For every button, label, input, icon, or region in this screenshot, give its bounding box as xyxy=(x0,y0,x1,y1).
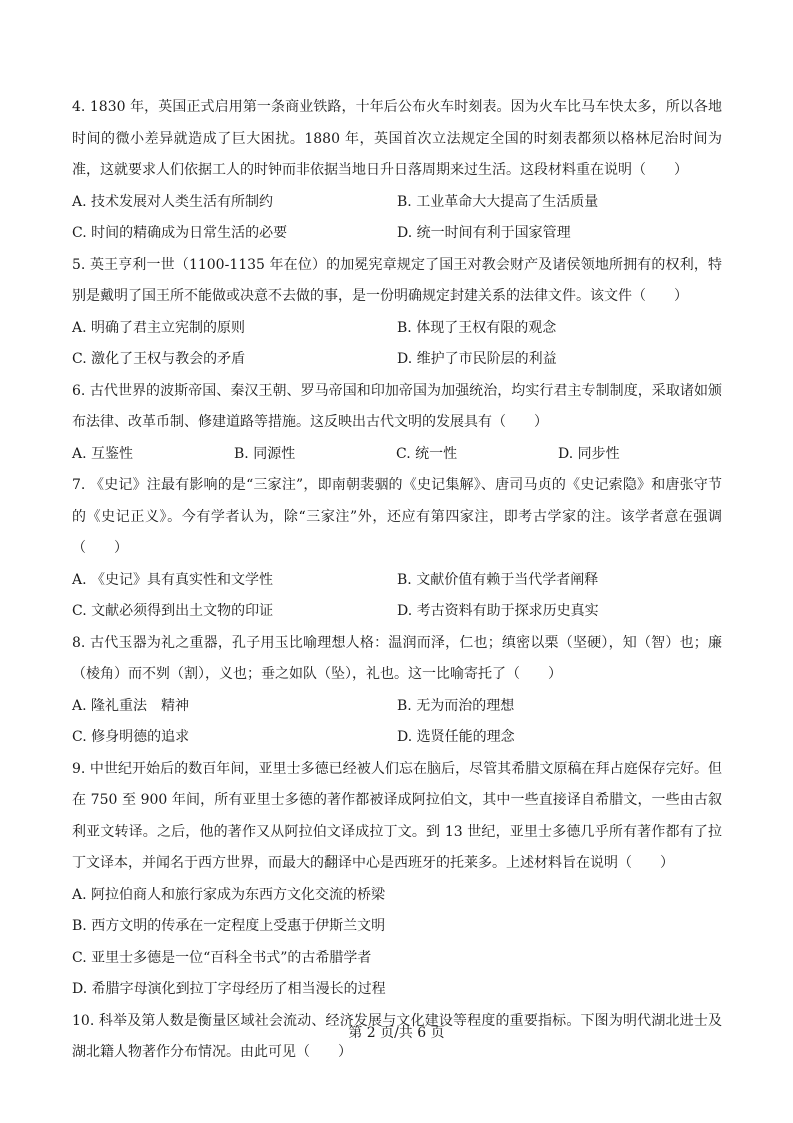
option-d[interactable]: D. 统一时间有利于国家管理 xyxy=(397,225,571,241)
option-c[interactable]: C. 亚里士多德是一位“百科全书式”的古希腊学者 xyxy=(72,949,372,966)
option-a[interactable]: A. 互鉴性 xyxy=(72,445,134,462)
option-c[interactable]: C. 文献必须得到出土文物的印证 xyxy=(72,603,274,619)
option-list xyxy=(72,313,722,376)
option-b[interactable]: B. 文献价值有赖于当代学者阐释 xyxy=(397,571,599,588)
question-stem: 7. 《史记》注最有影响的是“三家注”，即南朝裴骃的《史记集解》、唐司马贞的《史记索隐》和唐张守节的《史记正义》。今有学者认为，除“三家注”外，还应有第四家注，即考古学家的注。该学者意在强调（ ） xyxy=(72,477,722,556)
option-b[interactable]: B. 同源性 xyxy=(234,445,296,462)
question-9 xyxy=(72,754,722,1006)
question-5 xyxy=(72,250,722,376)
exam-page xyxy=(72,92,722,1069)
page-footer: 第 2 页/共 6 页 xyxy=(348,1025,445,1041)
option-d[interactable]: D. 选贤任能的理念 xyxy=(397,729,515,745)
option-c[interactable]: C. 时间的精确成为日常生活的必要 xyxy=(72,225,288,241)
option-d[interactable]: D. 希腊字母演化到拉丁字母经历了相当漫长的过程 xyxy=(72,981,386,997)
option-b[interactable]: B. 体现了王权有限的观念 xyxy=(397,319,557,336)
option-b[interactable]: B. 西方文明的传承在一定程度上受惠于伊斯兰文明 xyxy=(72,918,386,934)
option-b[interactable]: B. 工业革命大大提高了生活质量 xyxy=(397,193,599,210)
option-a[interactable]: A. 隆礼重法 精神 xyxy=(72,697,190,714)
option-d[interactable]: D. 考古资料有助于探求历史真实 xyxy=(397,603,599,619)
option-b[interactable]: B. 无为而治的理想 xyxy=(397,697,515,714)
question-6 xyxy=(72,376,722,471)
option-d[interactable]: D. 维护了市民阶层的利益 xyxy=(397,351,557,367)
option-list xyxy=(72,439,722,471)
question-stem: 10. 科举及第人数是衡量区域社会流动、经济发展与文化建设等程度的重要指标。下图为明代湖北进士及湖北籍人物著作分布情况。由此可见（ ） xyxy=(72,1012,722,1060)
question-stem: 5. 英王亨利一世（1100-1135 年在位）的加冕宪章规定了国王对教会财产及诸侯领地所拥有的权利，特别是戴明了国王所不能做或决意不去做的事，是一份明确规定封建关系的法律文件。该文件（ ） xyxy=(72,256,722,304)
option-a[interactable]: A. 《史记》具有真实性和文学性 xyxy=(72,571,274,588)
question-stem: 4. 1830 年，英国正式启用第一条商业铁路，十年后公布火车时刻表。因为火车比马车快太多，所以各地时间的微小差异就造成了巨大困扰。1880 年，英国首次立法规定全国的时刻表都须以格林尼治时间为准，这就要求人们依据工人的时钟而非依据当地日升日落周期来过生活。这段材料重在说明（ ） xyxy=(72,99,722,178)
option-d[interactable]: D. 同步性 xyxy=(558,445,620,462)
option-c[interactable]: C. 修身明德的追求 xyxy=(72,729,190,745)
question-8 xyxy=(72,628,722,754)
question-stem: 6. 古代世界的波斯帝国、秦汉王朝、罗马帝国和印加帝国为加强统治，均实行君主专制制度，采取诸如颁布法律、改革币制、修建道路等措施。这反映出古代文明的发展具有（ ） xyxy=(72,382,722,430)
option-list xyxy=(72,880,722,1006)
question-stem: 9. 中世纪开始后的数百年间，亚里士多德已经被人们忘在脑后，尽管其希腊文原稿在拜占庭保存完好。但在 750 至 900 年间，所有亚里士多德的著作都被译成阿拉伯文，其中一些直接译自希腊文，一些由古叙利亚文转译。之后，他的著作又从阿拉伯文译成拉丁文。到 13 世纪，亚里士多德几乎所有著作都有了拉丁文译本，并闻名于西方世界，而最大的翻译中心是西班牙的托莱多。上述材料旨在说明（ ） xyxy=(72,760,722,871)
option-a[interactable]: A. 明确了君主立宪制的原则 xyxy=(72,319,246,336)
question-4 xyxy=(72,92,722,250)
option-a[interactable]: A. 阿拉伯商人和旅行家成为东西方文化交流的桥梁 xyxy=(72,886,386,903)
option-list xyxy=(72,691,722,754)
option-c[interactable]: C. 激化了王权与教会的矛盾 xyxy=(72,351,246,367)
question-stem: 8. 古代玉器为礼之重器，孔子用玉比喻理想人格：温润而泽，仁也；缜密以栗（坚硬），知（智）也；廉（棱角）而不刿（割），义也；垂之如队（坠），礼也。这一比喻寄托了（ ） xyxy=(72,634,722,682)
option-c[interactable]: C. 统一性 xyxy=(396,445,458,462)
question-7 xyxy=(72,470,722,628)
option-list xyxy=(72,565,722,628)
option-a[interactable]: A. 技术发展对人类生活有所制约 xyxy=(72,193,274,210)
option-list xyxy=(72,187,722,250)
